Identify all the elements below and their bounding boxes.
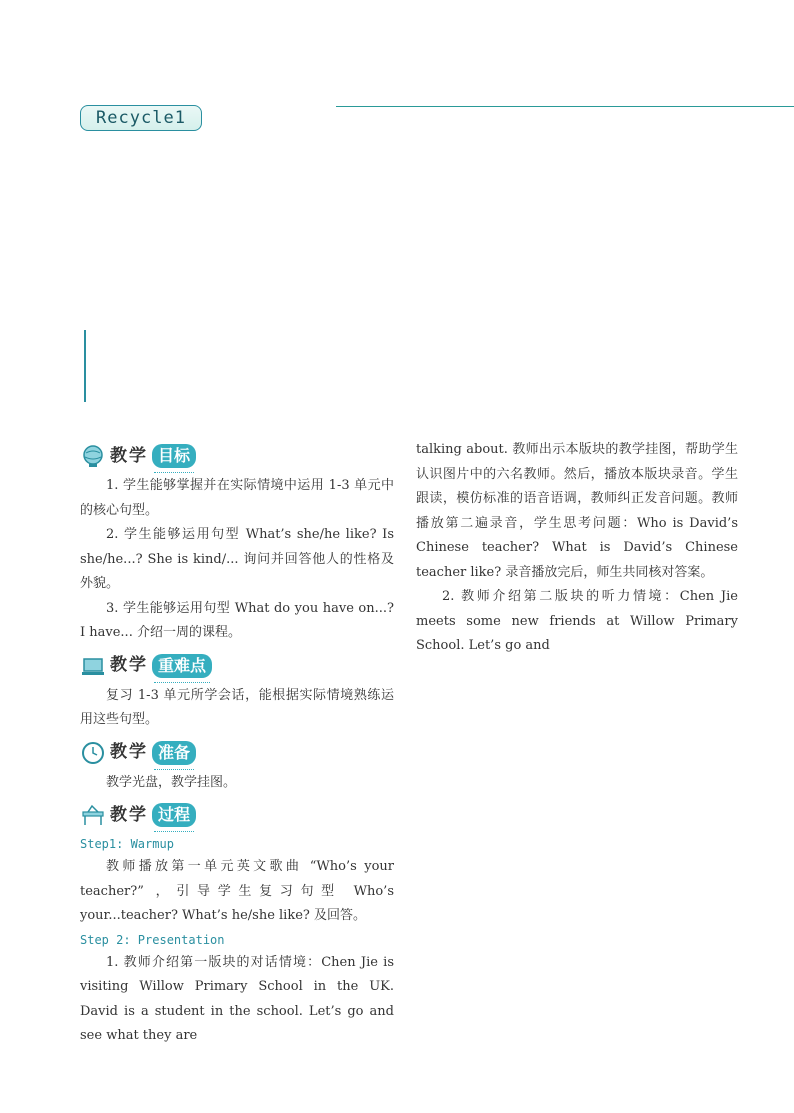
right-para-1: talking about. 教师出示本版块的教学挂图，帮助学生认识图片中的六名教师。然后，播放本版块录音。学生跟读，模仿标准的语音语调，教师纠正发音问题。教师播放第二遍录音，学生思考问题：Who is David’s Chinese teacher? What is David’s Chinese teacher like? 录音播放完后，师生共同核对答案。 (416, 442, 738, 580)
goal-1: 1. 学生能够掌握并在实际情境中运用 1-3 单元中的核心句型。 (80, 478, 394, 518)
top-rule (336, 106, 794, 107)
left-column (80, 436, 394, 1049)
step1-text: 教师播放第一单元英文歌曲 “Who’s your teacher?” ，引导学生复习句型 Who’s your...teacher? What’s he/she like? 及回答。 (80, 859, 394, 923)
desk-icon (80, 802, 106, 828)
heading-prep-cn: 教学 (110, 742, 148, 763)
globe-icon (80, 443, 106, 469)
prep-text: 教学光盘，教学挂图。 (106, 774, 237, 790)
heading-process-cn: 教学 (110, 804, 148, 825)
right-para-2: 2. 教师介绍第二版块的听力情境：Chen Jie meets some new friends at Willow Primary School. Let’s go and (416, 589, 738, 653)
keypoints-text: 复习 1-3 单元所学会话，能根据实际情境熟练运用这些句型。 (80, 687, 394, 727)
step2-title: Step 2: Presentation (80, 932, 225, 947)
step2-text: 1. 教师介绍第一版块的对话情境：Chen Jie is visiting Willow Primary School in the UK. David is a student in the school. Let’s go and see what they are (80, 954, 394, 1043)
goal-3: 3. 学生能够运用句型 What do you have on...? I have... 介绍一周的课程。 (80, 600, 394, 640)
unit-badge: Recycle1 (80, 105, 202, 131)
heading-prep-tag: 准备 (152, 741, 196, 765)
heading-keypoints-tag: 重难点 (152, 654, 212, 678)
laptop-icon (80, 653, 106, 679)
heading-process (80, 801, 394, 829)
goal-2: 2. 学生能够运用句型 What’s she/he like? Is she/he...? She is kind/... 询问并回答他人的性格及外貌。 (80, 527, 394, 591)
heading-keypoints (80, 652, 394, 680)
clock-icon (80, 740, 106, 766)
left-accent-bar (84, 330, 86, 402)
heading-goals (80, 442, 394, 470)
right-column (416, 438, 738, 659)
step1-title: Step1: Warmup (80, 837, 174, 851)
heading-keypoints-cn: 教学 (110, 655, 148, 676)
heading-process-tag: 过程 (152, 803, 196, 827)
heading-prep (80, 739, 394, 767)
heading-goals-cn: 教学 (110, 445, 148, 466)
heading-goals-tag: 目标 (152, 444, 196, 468)
